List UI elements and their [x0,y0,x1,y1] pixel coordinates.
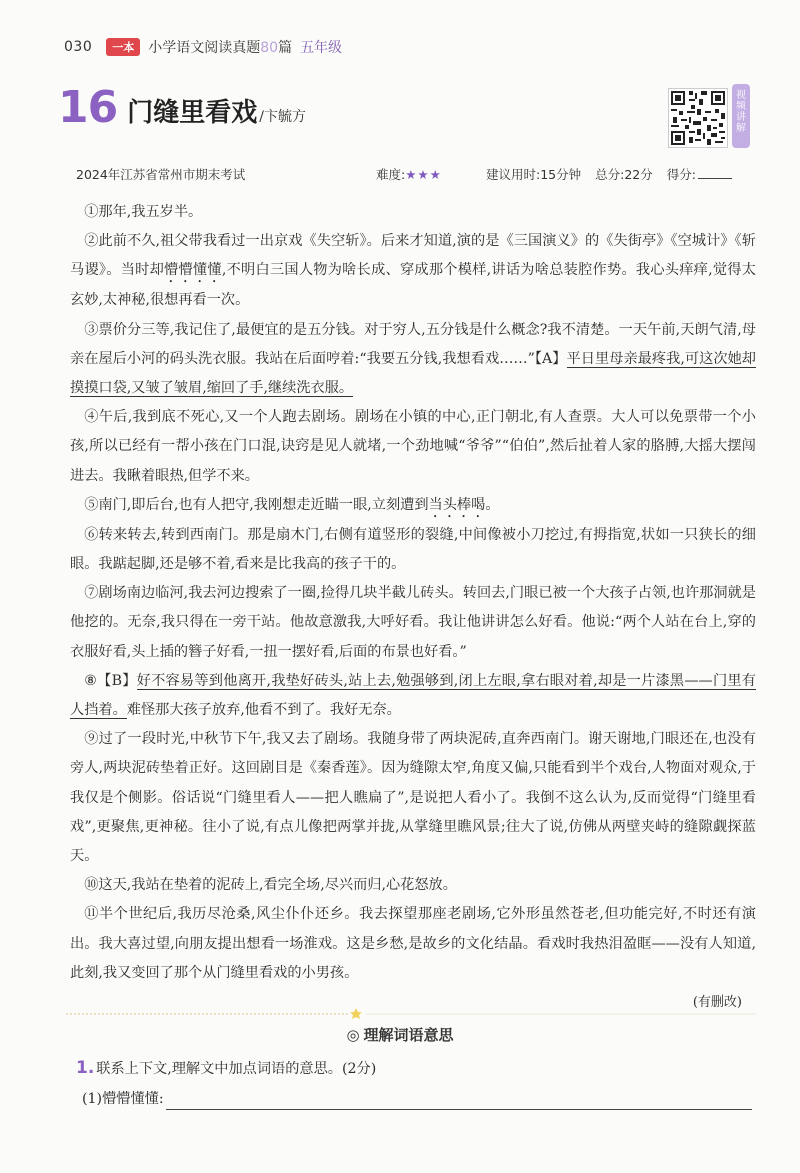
suggested-time: 建议用时:15分钟 [486,167,582,182]
decorative-divider [66,1005,756,1019]
underlined-sentence-a: 平日里母亲最疼我,可这次她却摸摸口袋,又皱了皱眉,缩回了手,继续洗衣服。 [70,350,756,397]
sub-question-1[interactable] [82,1088,752,1110]
target-icon: ◎ [346,1026,360,1044]
paragraph-3: ③票价分三等,我记住了,最便宜的是五分钱。对于穷人,五分钱是什么概念?我不清楚。一天午前,天朗气清,母亲在屋后小河的码头洗衣服。我站在后面哼着:“我要五分钱,我想看戏……”【A】平日里母亲最疼我,可这次她却摸摸口袋,又皱了皱眉,缩回了手,继续洗衣服。 [70,321,756,397]
paragraph-2: ②此前不久,祖父带我看过一出京戏《失空斩》。后来才知道,演的是《三国演义》的《失街亭》《空城计》《斩马谡》。当时却懵懵懂懂,不明白三国人物为啥长成、穿成那个模样,讲话为啥总装腔作势。我心头痒痒,觉得太玄妙,太神秘,很想再看一次。 [70,233,756,309]
lesson-author: /卞毓方 [259,109,306,125]
article-body [70,198,756,1016]
paragraph-6: ⑥转来转去,转到西南门。那是扇木门,右侧有道竖形的裂缝,中间像被小刀挖过,有拇指宽,状如一只狭长的细眼。我踮起脚,还是够不着,看来是比我高的孩子干的。 [70,526,756,573]
sub-question-label: (1)懵懵懂懂: [82,1091,164,1107]
lesson-title-row [58,82,306,133]
difficulty-stars-icon: ★★★ [405,167,442,182]
grade-label: 五年级 [300,40,343,56]
label-a: 【A】 [534,350,567,367]
lesson-number: 16 [58,82,118,133]
qr-code-icon[interactable] [668,88,728,148]
dotted-word: 当头棒喝 [428,496,486,513]
page-number: 030 [64,39,93,55]
paragraph-5: ⑤南门,即后台,也有人把守,我刚想走近瞄一眼,立刻遭到当头棒喝。 [84,496,500,513]
lesson-title: 门缝里看戏 [127,98,258,128]
video-tab[interactable]: 视频讲解 [732,84,750,148]
dotted-word: 懵懵懂懂 [164,262,222,279]
page-header [64,36,342,58]
score-field[interactable]: 得分: [667,165,732,183]
total-score: 总分:22分 [595,167,653,182]
star-icon [350,1008,362,1019]
question-number: 1. [76,1058,95,1078]
paragraph-1: ①那年,我五岁半。 [84,204,203,220]
brand-logo: 一本 [106,38,140,56]
book-title: 小学语文阅读真题80篇 [148,40,293,56]
exam-source: 2024年江苏省常州市期末考试 [76,167,246,182]
answer-line[interactable] [166,1093,752,1110]
question-text: 联系上下文,理解文中加点词语的意思。(2分) [96,1061,377,1077]
question-1 [76,1056,376,1081]
paragraph-10: ⑩这天,我站在垫着的泥砖上,看完全场,尽兴而归,心花怒放。 [84,877,457,894]
section-title: ◎ 理解词语意思 [346,1026,454,1044]
paragraph-8: ⑧【B】好不容易等到他离开,我垫好砖头,站上去,勉强够到,闭上左眼,拿右眼对着,却是一片漆黑——门里有人挡着。难怪那大孩子放弃,他看不到了。我好无奈。 [70,672,756,719]
paragraph-11: ⑪半个世纪后,我历尽沧桑,风尘仆仆还乡。我去探望那座老剧场,它外形虽然苍老,但功能完好,不时还有演出。我大喜过望,向朋友提出想看一场淮戏。这是乡愁,是故乡的文化结晶。看戏时我热泪盈眶——没有人知道,此刻,我又变回了那个从门缝里看戏的小男孩。 [70,906,756,981]
info-bar [76,162,766,186]
underlined-sentence-b: 好不容易等到他离开,我垫好砖头,站上去,勉强够到,闭上左眼,拿右眼对着,却是一片漆黑——门里有人挡着。 [70,672,756,719]
edit-note: (有删改) [692,995,742,1011]
paragraph-7: ⑦剧场南边临河,我去河边搜索了一圈,捡得几块半截儿砖头。转回去,门眼已被一个大孩子占领,也许那洞就是他挖的。无奈,我只得在一旁干站。他故意激我,大呼好看。我让他讲讲怎么好看。他说:“两个人站在台上,穿的衣服好看,头上插的簪子好看,一扭一摆好看,后面的布景也好看。” [70,585,756,660]
difficulty: 难度:★★★ [376,167,442,182]
paragraph-4: ④午后,我到底不死心,又一个人跑去剧场。剧场在小镇的中心,正门朝北,有人查票。大人可以免票带一个小孩,所以已经有一帮小孩在门口混,诀窍是见人就堵,一个劲地喊“爷爷”“伯伯”,然后扯着人家的胳膊,大摇大摆闯进去。我瞅着眼热,但学不来。 [70,409,756,484]
paragraph-9: ⑨过了一段时光,中秋节下午,我又去了剧场。我随身带了两块泥砖,直奔西南门。谢天谢地,门眼还在,也没有旁人,两块泥砖垫着正好。这回剧目是《秦香莲》。因为缝隙太窄,角度又偏,只能看到半个戏台,人物面对观众,于我仅是个侧影。俗话说“门缝里看人——把人瞧扁了”,是说把人看小了。我倒不这么认为,反而觉得“门缝里看戏”,更聚焦,更神秘。往小了说,有点儿像把两掌并拢,从掌缝里瞧风景;往大了说,仿佛从两壁夹峙的缝隙觑探蓝天。 [70,731,756,865]
